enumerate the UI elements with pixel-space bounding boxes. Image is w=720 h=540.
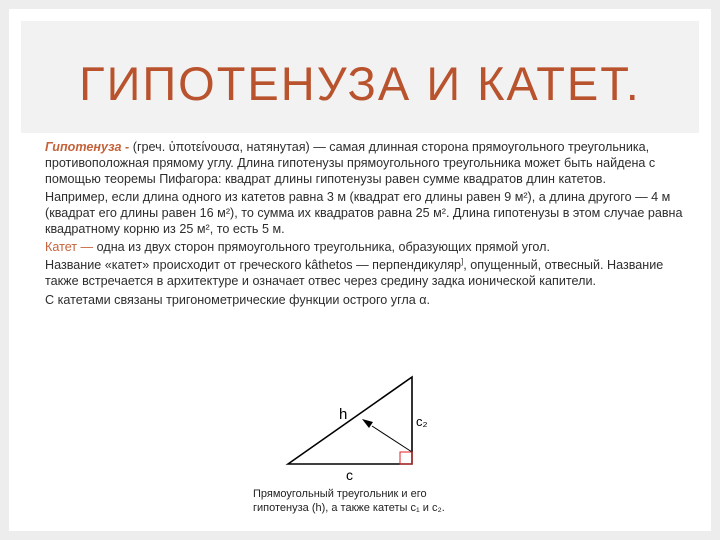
hypotenuse-definition: (греч. ὑποτείνουσα, натянутая) — самая длинная сторона прямоугольного треугольника, противоположная прямому углу. Длина гипотенузы прямоугольного треугольника может быть найдена с помощью теоремы Пифагора: квадрат длины гипотенузы равен сумме квадратов длин катетов. bbox=[45, 140, 656, 186]
etymology-paragraph bbox=[45, 258, 685, 290]
body-text bbox=[45, 140, 685, 311]
example-paragraph: Например, если длина одного из катетов равна 3 м (квадрат его длины равен 9 м²), а длина другого — 4 м (квадрат его длины равен 16 м²), то сумма их квадратов равна 25 м². Длина гипотенузы в этом случае равна квадратному корню из 25 м², то есть 5 м. bbox=[45, 189, 683, 236]
altitude-arrowhead bbox=[362, 419, 373, 428]
hypotenuse-paragraph bbox=[45, 140, 685, 187]
trig-paragraph: С катетами связаны тригонометрические функции острого угла α. bbox=[45, 292, 431, 307]
title-band bbox=[21, 21, 699, 133]
etymology-text-after: , опущенный, отвесный. Название также встречается в архитектуре и означает отвес через средину задка ионической капители. bbox=[45, 258, 664, 289]
altitude-line bbox=[372, 426, 412, 452]
hypotenuse-term: Гипотенуза - bbox=[45, 140, 130, 154]
label-c: c bbox=[346, 467, 353, 483]
etymology-footnote-mark: ] bbox=[461, 257, 464, 267]
slide-title: ГИПОТЕНУЗА И КАТЕТ. bbox=[79, 56, 641, 110]
label-c2: c₂ bbox=[416, 414, 428, 429]
label-h: h bbox=[339, 406, 348, 423]
caption-line-1: Прямоугольный треугольник и его bbox=[253, 488, 427, 500]
caption-line-2: гипотенуза (h), а также катеты c₁ и c₂. bbox=[253, 502, 445, 514]
figure-caption bbox=[253, 487, 503, 515]
etymology-text-before: Название «катет» происходит от греческого kâthetos — перпендикуляр bbox=[45, 258, 462, 273]
right-angle-mark bbox=[400, 452, 412, 464]
leg-definition: одна из двух сторон прямоугольного треугольника, образующих прямой угол. bbox=[93, 239, 550, 254]
leg-paragraph bbox=[45, 240, 685, 256]
right-triangle-figure bbox=[280, 368, 480, 483]
leg-term: Катет — bbox=[45, 239, 94, 254]
triangle-outline bbox=[288, 377, 412, 464]
